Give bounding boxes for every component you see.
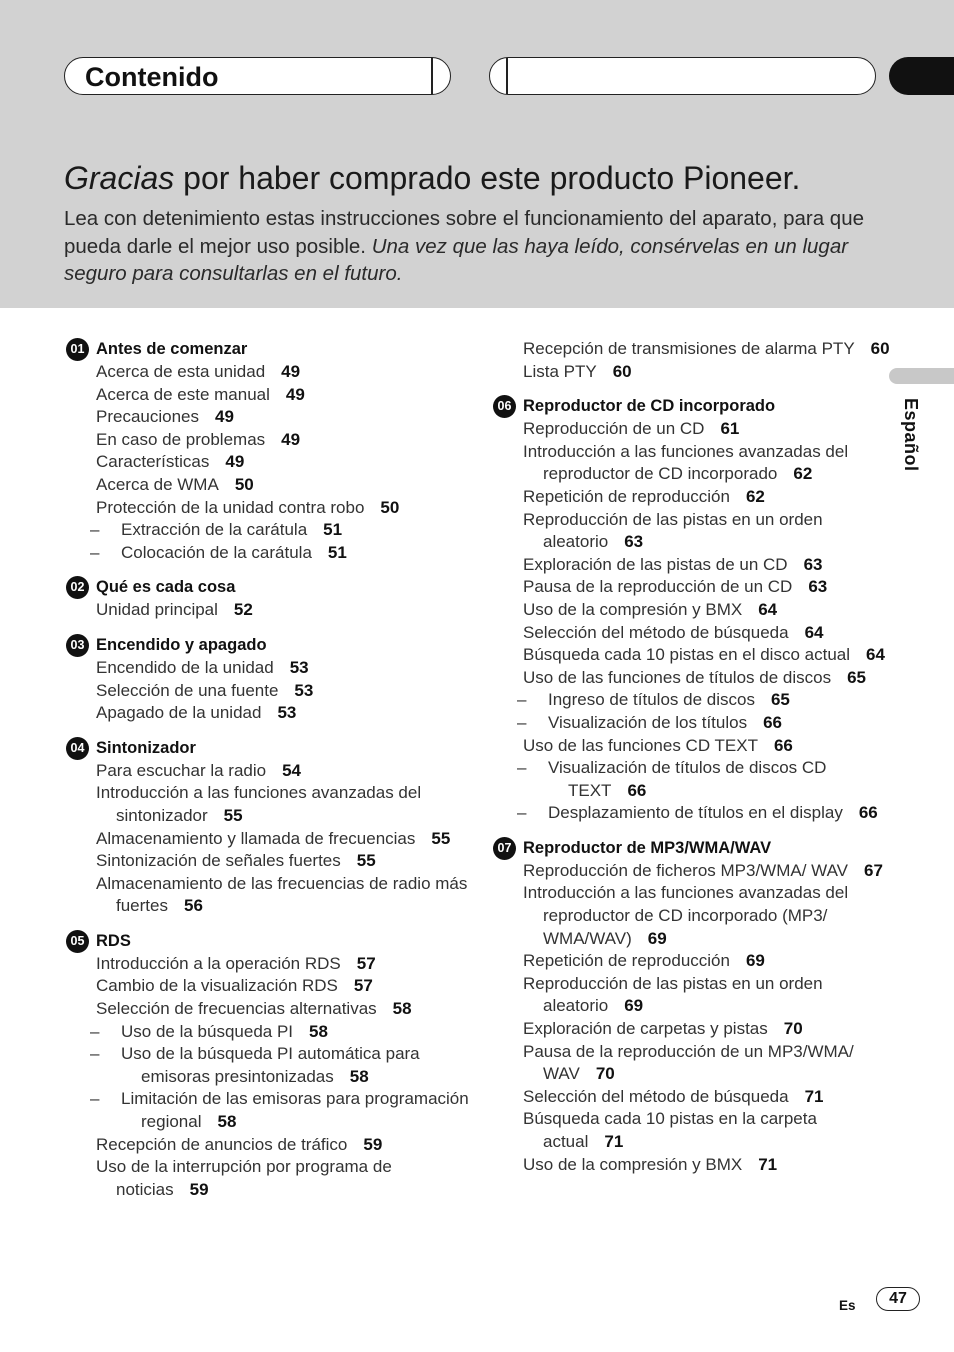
entry-text: Precauciones — [96, 407, 200, 427]
toc-entry[interactable] — [491, 860, 891, 883]
section-number-badge: 06 — [493, 395, 516, 418]
entry-text: Uso de las funciones CD TEXT — [523, 735, 758, 755]
entry-page-number: 54 — [282, 760, 302, 780]
entry-page-number: 51 — [327, 542, 347, 562]
entry-text: Exploración de carpetas y pistas — [523, 1019, 768, 1039]
entry-text: Uso de la búsqueda PI automática para emisoras presintonizadas — [121, 1044, 420, 1086]
entry-text: Visualización de títulos de discos CD TEXT — [548, 758, 827, 800]
section-number-badge: 05 — [66, 930, 89, 953]
section-heading[interactable] — [64, 576, 484, 599]
entry-page-number: 62 — [745, 486, 765, 506]
entry-text: Unidad principal — [96, 600, 218, 620]
entry-text: Repetición de reproducción — [523, 951, 730, 971]
entry-text: Uso de la compresión y BMX — [523, 1154, 743, 1174]
entry-text: Repetición de reproducción — [523, 486, 730, 506]
entry-page-number: 67 — [864, 860, 883, 880]
entry-text: En caso de problemas — [96, 429, 266, 449]
entry-page-number: 69 — [624, 996, 644, 1016]
entry-text: Cambio de la visualización RDS — [96, 976, 338, 996]
entry-page-number: 57 — [356, 953, 376, 973]
toc-entry[interactable] — [64, 384, 484, 407]
toc-entry[interactable] — [64, 406, 484, 429]
entry-page-number: 58 — [309, 1021, 328, 1041]
toc-entry[interactable] — [64, 474, 484, 497]
toc-entry[interactable] — [64, 998, 484, 1021]
entry-text: Para escuchar la radio — [96, 760, 267, 780]
toc-entry[interactable] — [64, 680, 484, 703]
toc-entry[interactable] — [491, 882, 891, 950]
entry-text: Acerca de esta unidad — [96, 362, 266, 381]
entry-page-number: 55 — [223, 805, 243, 825]
entry-text: Ingreso de títulos de discos — [548, 690, 755, 710]
toc-left-column — [64, 338, 484, 1213]
entry-page-number: 66 — [773, 735, 793, 755]
toc-entry[interactable] — [491, 486, 891, 509]
entry-text: Protección de la unidad contra robo — [96, 497, 365, 517]
toc-entry[interactable] — [491, 1154, 891, 1177]
toc-entry[interactable] — [64, 828, 484, 851]
section-number-badge: 04 — [66, 737, 89, 760]
entry-page-number: 53 — [294, 680, 314, 700]
toc-entry[interactable] — [491, 735, 891, 758]
entry-page-number: 58 — [349, 1066, 369, 1086]
contents-title-tab — [64, 57, 451, 95]
toc-section — [64, 930, 484, 1202]
entry-text: Extracción de la carátula — [121, 520, 308, 540]
entry-text: Selección del método de búsqueda — [523, 1086, 789, 1106]
section-title: Reproductor de MP3/WMA/WAV — [523, 838, 772, 857]
toc-entry[interactable] — [64, 760, 484, 783]
toc-subentry[interactable] — [491, 689, 891, 712]
entry-page-number: 56 — [183, 896, 203, 916]
intro-paragraph — [64, 205, 884, 288]
entry-text: Desplazamiento de títulos en el display — [548, 803, 843, 823]
entry-page-number: 58 — [217, 1112, 237, 1132]
intro-plain: Lea con detenimiento estas instrucciones sobre el funcionamiento del aparato, para que pueda darle el mejor uso posible. — [64, 207, 865, 258]
entry-text: Pausa de la reproducción de un CD — [523, 577, 793, 597]
toc-entry[interactable] — [491, 973, 891, 1018]
entry-text: Almacenamiento de las frecuencias de radio más fuertes — [96, 873, 468, 916]
entry-text: Reproducción de las pistas en un orden aleatorio — [523, 973, 823, 1016]
toc-entry[interactable] — [491, 667, 891, 690]
entry-text: Introducción a la operación RDS — [96, 953, 341, 973]
entry-page-number: 63 — [808, 577, 828, 597]
entry-page-number: 64 — [866, 645, 885, 665]
entry-text: Reproducción de las pistas en un orden aleatorio — [523, 509, 823, 552]
black-edge-tab — [889, 57, 954, 95]
subentry-dash: – — [517, 690, 527, 710]
entry-text: Almacenamiento y llamada de frecuencias — [96, 828, 416, 848]
entry-page-number: 49 — [215, 407, 234, 427]
toc-subentry[interactable] — [491, 712, 891, 735]
toc-entry[interactable] — [491, 361, 891, 384]
entry-text: Sintonización de señales fuertes — [96, 851, 341, 871]
entry-text: Selección de frecuencias alternativas — [96, 999, 377, 1019]
entry-page-number: 66 — [627, 780, 647, 800]
toc-section — [64, 338, 484, 564]
page-number: 47 — [876, 1287, 920, 1311]
toc-entry[interactable] — [491, 1041, 891, 1086]
section-heading[interactable] — [64, 737, 484, 760]
entry-text: Recepción de transmisiones de alarma PTY — [523, 339, 855, 358]
entry-page-number: 53 — [277, 703, 297, 723]
entry-text: Selección de una fuente — [96, 680, 279, 700]
toc-entry[interactable] — [491, 950, 891, 973]
entry-page-number: 52 — [233, 600, 253, 620]
entry-text: Búsqueda cada 10 pistas en el disco actual — [523, 645, 851, 665]
entry-page-number: 62 — [793, 464, 813, 484]
language-tab-bar — [889, 368, 954, 384]
entry-page-number: 49 — [225, 452, 245, 472]
entry-page-number: 58 — [392, 999, 412, 1019]
toc-subentry[interactable] — [64, 542, 484, 565]
section-title: Qué es cada cosa — [96, 578, 236, 597]
section-title: Reproductor de CD incorporado — [523, 397, 776, 416]
toc-entry[interactable] — [491, 554, 891, 577]
blank-header-tab — [489, 57, 876, 95]
entry-text: Acerca de WMA — [96, 474, 219, 494]
section-title: RDS — [96, 931, 131, 950]
entry-page-number: 69 — [647, 928, 667, 948]
toc-entry[interactable] — [64, 1156, 484, 1201]
toc-entry[interactable] — [64, 451, 484, 474]
toc-subentry[interactable] — [64, 1043, 484, 1088]
language-label: Español — [901, 398, 921, 472]
entry-text: Encendido de la unidad — [96, 657, 274, 677]
entry-page-number: 60 — [870, 339, 890, 358]
section-title: Sintonizador — [96, 738, 196, 757]
toc-section — [491, 837, 891, 1176]
tab-divider — [431, 58, 433, 94]
subentry-dash: – — [517, 758, 527, 778]
entry-page-number: 69 — [745, 951, 765, 971]
entry-page-number: 51 — [323, 520, 343, 540]
entry-text: Reproducción de ficheros MP3/WMA/ WAV — [523, 860, 849, 880]
section-number-badge: 03 — [66, 634, 89, 657]
toc-entry[interactable] — [64, 782, 484, 827]
section-heading[interactable] — [491, 395, 891, 418]
entry-text: Uso de la interrupción por programa de noticias — [96, 1157, 392, 1199]
toc-entry[interactable] — [64, 657, 484, 680]
entry-page-number: 71 — [804, 1086, 824, 1106]
toc-section — [64, 737, 484, 918]
entry-page-number: 71 — [758, 1154, 778, 1174]
subentry-dash: – — [90, 542, 100, 562]
toc-entry[interactable] — [491, 418, 891, 441]
entry-page-number: 49 — [281, 429, 301, 449]
entry-page-number: 70 — [595, 1064, 615, 1084]
toc-entry[interactable] — [491, 622, 891, 645]
entry-page-number: 53 — [289, 657, 309, 677]
section-heading[interactable] — [491, 837, 891, 860]
entry-text: Exploración de las pistas de un CD — [523, 554, 788, 574]
entry-page-number: 59 — [189, 1179, 209, 1199]
toc-section — [491, 338, 891, 383]
language-code: Es — [839, 1298, 856, 1313]
entry-page-number: 61 — [720, 419, 740, 439]
toc-entry[interactable] — [64, 702, 484, 725]
entry-page-number: 64 — [758, 599, 778, 619]
entry-page-number: 71 — [604, 1132, 624, 1151]
entry-text: Lista PTY — [523, 361, 597, 381]
toc-section — [64, 634, 484, 725]
entry-text: Uso de la búsqueda PI — [121, 1021, 294, 1041]
entry-text: Uso de la compresión y BMX — [523, 599, 743, 619]
toc-entry[interactable] — [491, 441, 891, 486]
entry-page-number: 57 — [353, 976, 373, 996]
tab-divider — [506, 58, 508, 94]
headline-italic: Gracias — [64, 160, 175, 196]
entry-text: Colocación de la carátula — [121, 542, 312, 562]
toc-subentry[interactable] — [491, 802, 891, 825]
entry-text: Visualización de los títulos — [548, 712, 748, 732]
toc-entry[interactable] — [491, 599, 891, 622]
entry-page-number: 59 — [363, 1134, 383, 1154]
section-number-badge: 07 — [493, 837, 516, 860]
entry-text: Limitación de las emisoras para programación regional — [121, 1089, 469, 1132]
entry-text: Uso de las funciones de títulos de discos — [523, 667, 832, 687]
entry-page-number: 55 — [431, 828, 451, 848]
entry-text: Selección del método de búsqueda — [523, 622, 789, 642]
entry-page-number: 63 — [803, 554, 823, 574]
toc-entry[interactable] — [64, 497, 484, 520]
entry-page-number: 65 — [770, 690, 790, 710]
subentry-dash: – — [90, 1044, 100, 1064]
entry-text: Características — [96, 452, 210, 472]
subentry-dash: – — [517, 712, 527, 732]
entry-page-number: 60 — [612, 361, 632, 381]
toc-entry[interactable] — [491, 509, 891, 554]
toc-subentry[interactable] — [64, 1088, 484, 1133]
entry-text: Búsqueda cada 10 pistas en la carpeta actual — [523, 1109, 817, 1151]
entry-text: Pausa de la reproducción de un MP3/WMA/ WAV — [523, 1041, 854, 1084]
entry-page-number: 66 — [763, 712, 782, 732]
section-number-badge: 02 — [66, 576, 89, 599]
toc-right-column — [491, 338, 891, 1188]
section-number-badge: 01 — [66, 338, 89, 361]
toc-subentry[interactable] — [491, 757, 891, 802]
headline-rest: por haber comprado este producto Pioneer. — [174, 160, 801, 196]
entry-page-number: 49 — [281, 362, 301, 381]
toc-subentry[interactable] — [64, 1021, 484, 1044]
section-title: Encendido y apagado — [96, 635, 267, 654]
entry-text: Introducción a las funciones avanzadas del reproductor de CD incorporado — [523, 441, 849, 484]
toc-entry[interactable] — [491, 576, 891, 599]
toc-section — [64, 576, 484, 622]
entry-page-number: 49 — [285, 384, 305, 404]
subentry-dash: – — [90, 1021, 100, 1041]
toc-entry[interactable] — [64, 361, 484, 384]
entry-page-number: 50 — [234, 474, 254, 494]
toc-entry[interactable] — [491, 1018, 891, 1041]
entry-text: Recepción de anuncios de tráfico — [96, 1134, 348, 1154]
headline — [64, 158, 800, 198]
toc-entry[interactable] — [64, 953, 484, 976]
entry-text: Introducción a las funciones avanzadas del reproductor de CD incorporado (MP3/ WMA/WAV) — [523, 883, 849, 948]
entry-page-number: 65 — [847, 667, 866, 687]
entry-page-number: 66 — [858, 803, 878, 823]
section-heading[interactable] — [64, 930, 484, 953]
section-title: Antes de comenzar — [96, 340, 248, 358]
toc-entry[interactable] — [491, 1108, 891, 1153]
toc-entry[interactable] — [491, 644, 891, 667]
subentry-dash: – — [517, 803, 527, 823]
intro-italic: Una vez que las haya leído, consérvelas en un lugar seguro para consultarlas en el futuro. — [64, 234, 849, 285]
toc-entry[interactable] — [64, 599, 484, 622]
toc-entry[interactable] — [64, 429, 484, 452]
entry-text: Acerca de este manual — [96, 384, 270, 404]
toc-subentry[interactable] — [64, 519, 484, 542]
entry-page-number: 70 — [783, 1019, 803, 1039]
toc-section — [491, 395, 891, 825]
toc-entry[interactable] — [64, 975, 484, 998]
entry-page-number: 64 — [804, 622, 824, 642]
subentry-dash: – — [90, 520, 100, 540]
toc-entry[interactable] — [64, 850, 484, 873]
entry-text: Reproducción de un CD — [523, 419, 705, 439]
subentry-dash: – — [90, 1089, 100, 1109]
contents-title: Contenido — [85, 62, 219, 92]
entry-page-number: 63 — [624, 532, 644, 552]
toc-entry[interactable] — [491, 1086, 891, 1109]
entry-text: Introducción a las funciones avanzadas del sintonizador — [96, 783, 422, 825]
toc-entry[interactable] — [64, 873, 484, 918]
entry-page-number: 55 — [356, 851, 376, 871]
toc-entry[interactable] — [64, 1134, 484, 1157]
section-heading[interactable] — [64, 338, 484, 361]
entry-page-number: 50 — [380, 497, 400, 517]
entry-text: Apagado de la unidad — [96, 703, 262, 723]
section-heading[interactable] — [64, 634, 484, 657]
toc-entry[interactable] — [491, 338, 891, 361]
